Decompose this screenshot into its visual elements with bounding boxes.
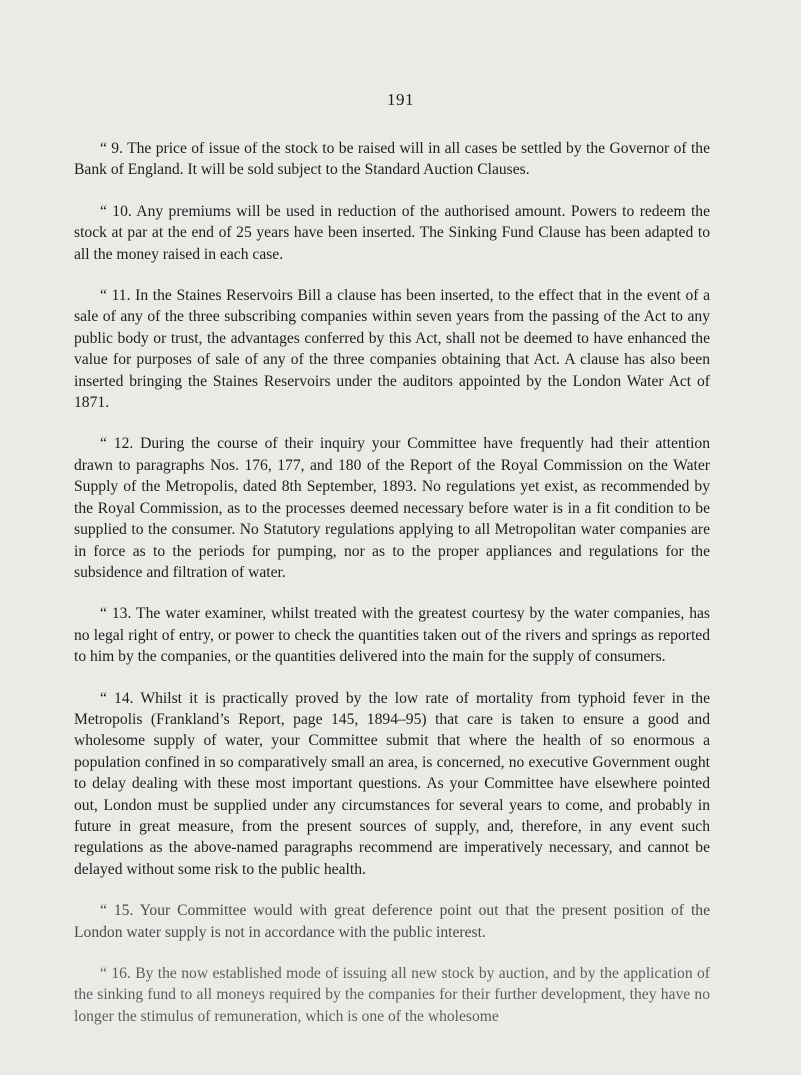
paragraph-15: “ 15. Your Committee would with great deference point out that the present position of the London water supply is not in accordance with the public interest. — [74, 902, 710, 941]
paragraph-9: “ 9. The price of issue of the stock to be raised will in all cases be settled by the Governor of the Bank of England. It will be sold subject to the Standard Auction Clauses. — [74, 140, 710, 179]
body-text — [74, 138, 710, 1047]
paragraph-14: “ 14. Whilst it is practically proved by the low rate of mortality from typhoid fever in the Metropolis (Frankland’s Report, page 145, 1894–95) that care is taken to ensure a good and wholesome supply of water, your Committee submit that where the health of so enormous a population confined in so comparatively small an area, is concerned, no executive Government ought to delay dealing with these most important questions. As your Committee have elsewhere pointed out, London must be supplied under any circumstances for several years to come, and probably in future in great measure, from the present sources of supply, and, therefore, in any event such regulations as the above-named paragraphs recommend are imperatively necessary, and cannot be delayed without some risk to the public health. — [74, 689, 710, 878]
paragraph-10: “ 10. Any premiums will be used in reduction of the authorised amount. Powers to redeem the stock at par at the end of 25 years have been inserted. The Sinking Fund Clause has been adapted to all the money raised in each case. — [74, 202, 710, 263]
page-number: 191 — [387, 90, 414, 109]
paragraph-12: “ 12. During the course of their inquiry your Committee have frequently had their attention drawn to paragraphs Nos. 176, 177, and 180 of the Report of the Royal Commission on the Water Supply of the Metropolis, dated 8th September, 1893. No regulations yet exist, as recommended by the Royal Commission, as to the processes deemed necessary before water is in a fit condition to be supplied to the consumer. No Statutory regulations applying to all Metropolitan water companies are in force as to the periods for pumping, nor as to the proper appliances and regulations for the subsidence and filtration of water. — [74, 435, 710, 581]
paragraph-16: “ 16. By the now established mode of issuing all new stock by auction, and by the application of the sinking fund to all moneys required by the companies for their further development, they have no longer the stimulus of remuneration, which is one of the wholesome — [74, 965, 710, 1025]
paragraph-11: “ 11. In the Staines Reservoirs Bill a clause has been inserted, to the effect that in the event of a sale of any of the three subscribing companies within seven years from the passing of the Act to any public body or trust, the advantages conferred by this Act, shall not be deemed to have enhanced the value for purposes of sale of any of the three companies obtaining that Act. A clause has also been inserted bringing the Staines Reservoirs under the auditors appointed by the London Water Act of 1871. — [74, 287, 710, 412]
paragraph-13: “ 13. The water examiner, whilst treated with the greatest courtesy by the water companies, has no legal right of entry, or power to check the quantities taken out of the rivers and springs as reported to him by the companies, or the quantities delivered into the main for the supply of consumers. — [74, 605, 710, 666]
